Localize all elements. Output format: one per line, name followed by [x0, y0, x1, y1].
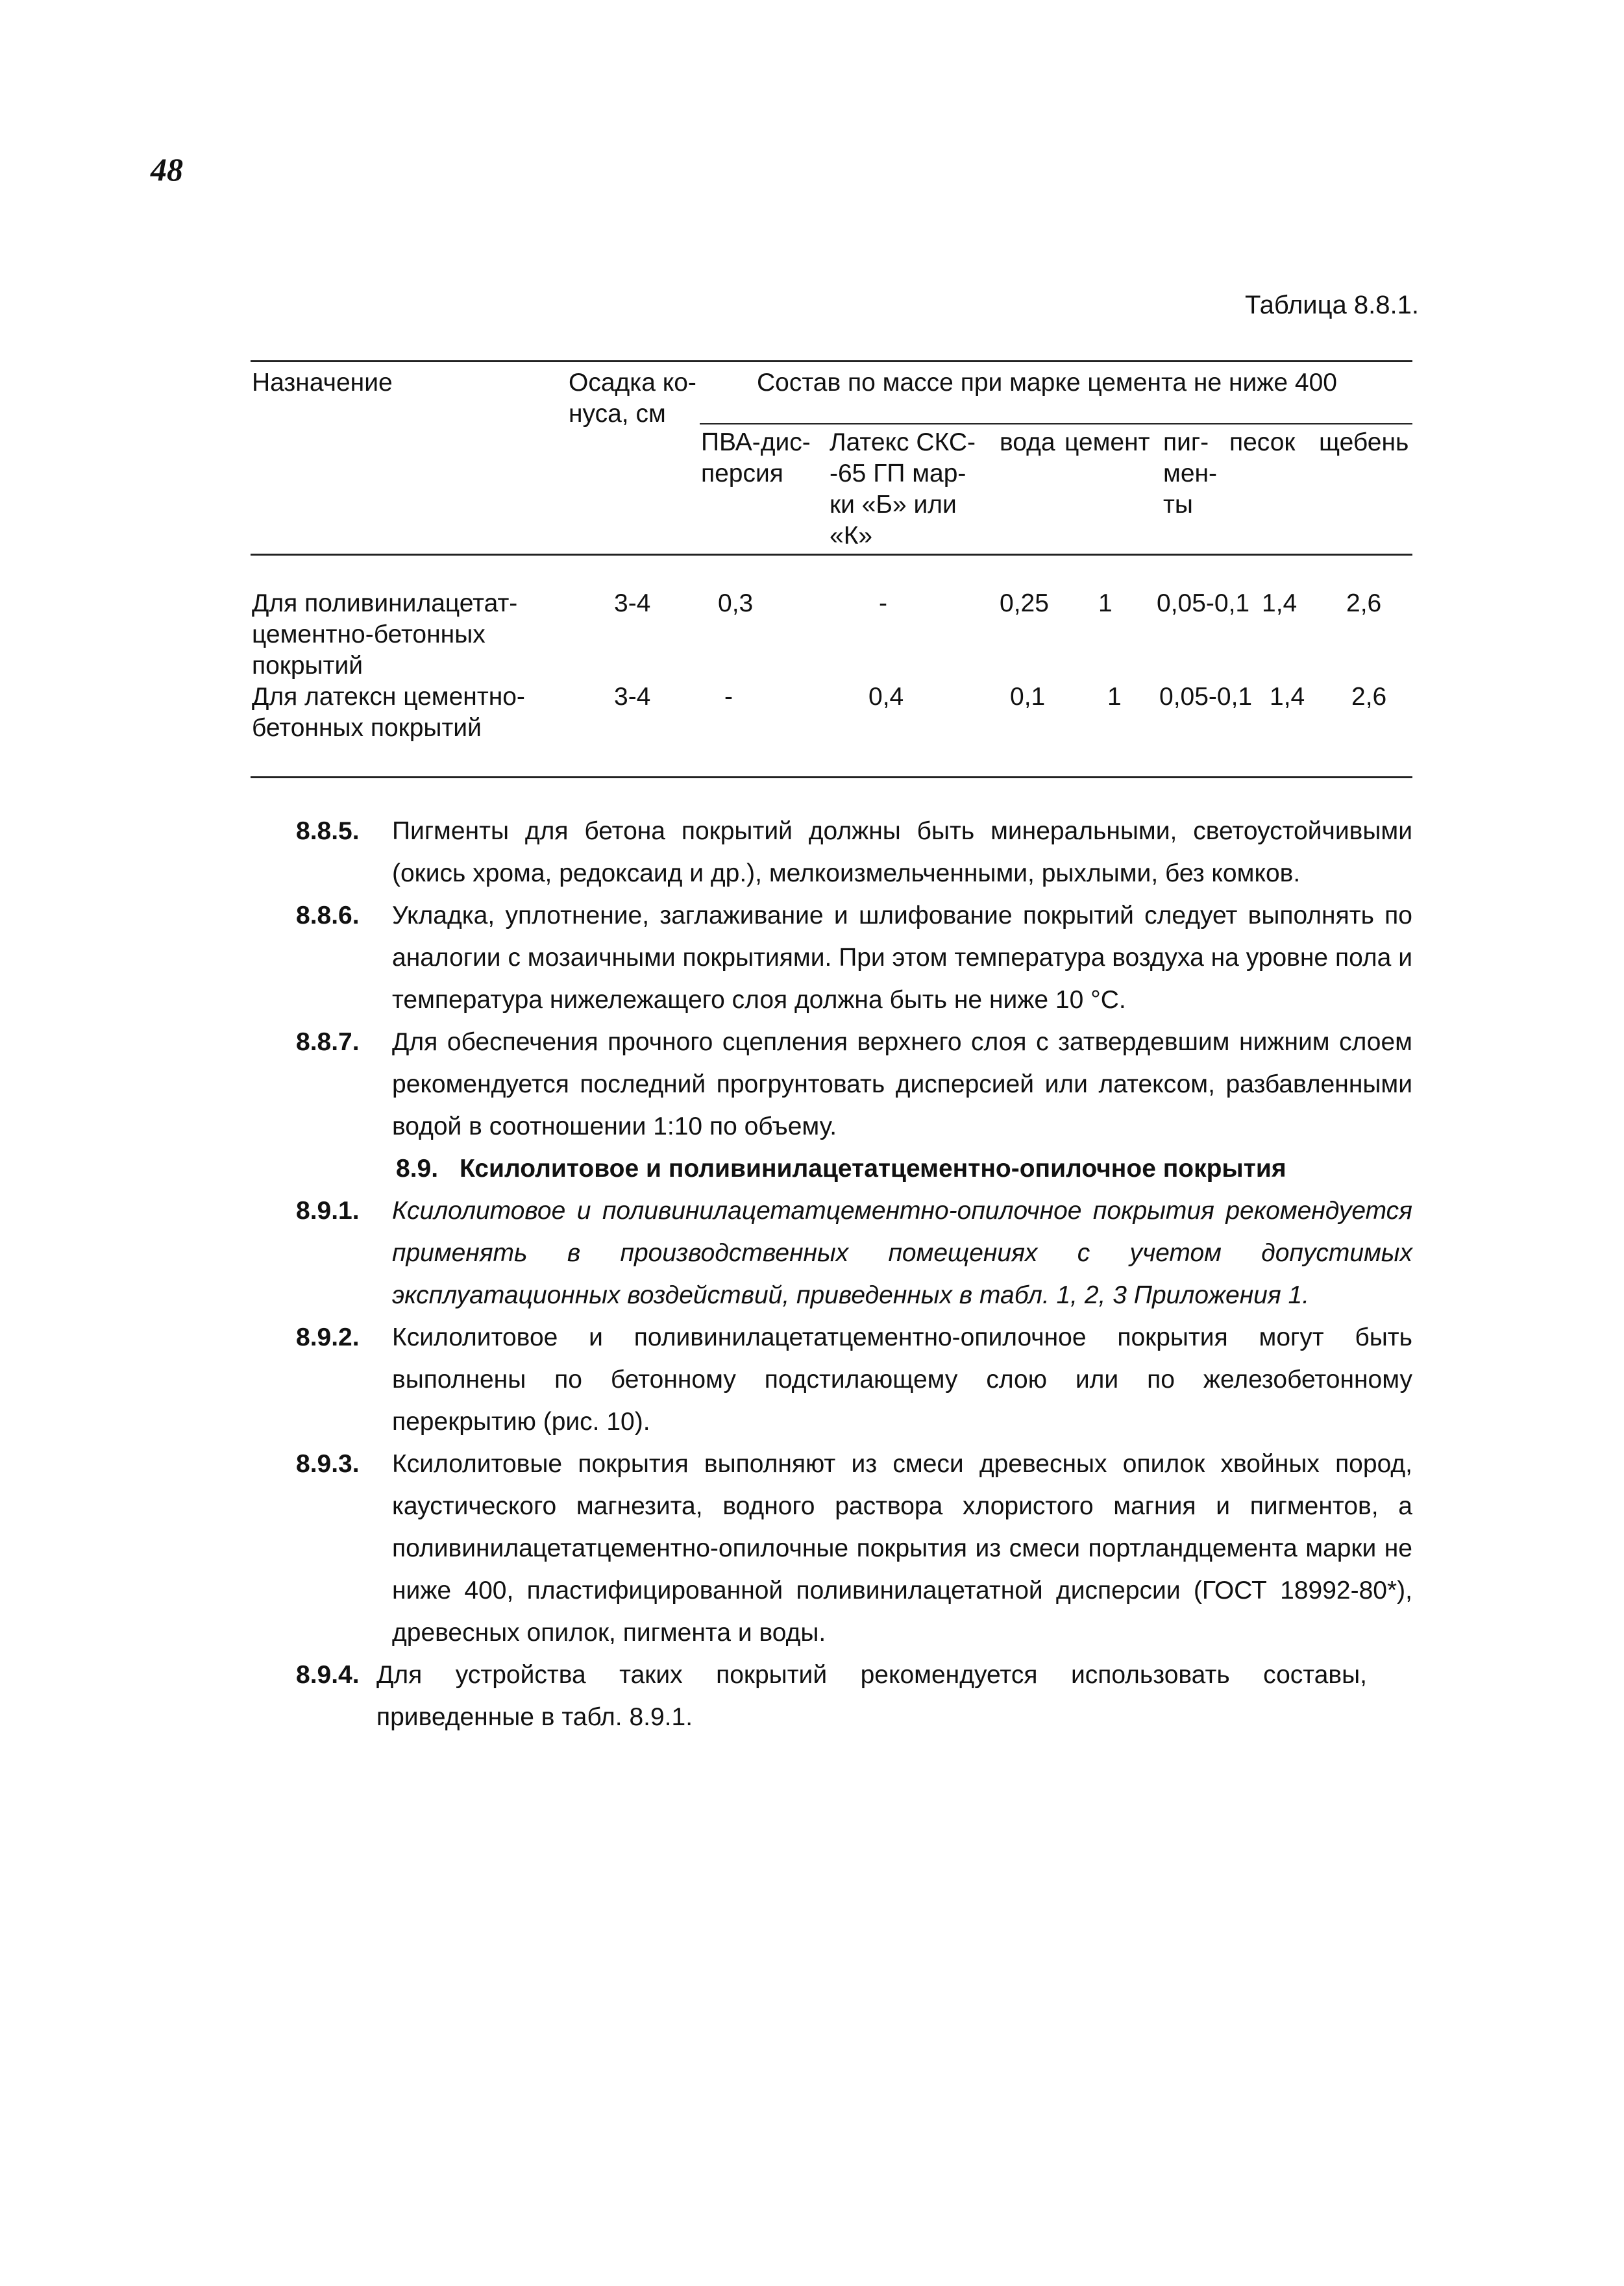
header-composition: Состав по массе при марке цемента не ниже 400 [757, 369, 1337, 397]
table-row-1-gravel: 2,6 [1346, 589, 1382, 617]
table-row-2-water: 0,1 [1010, 683, 1046, 711]
paragraph-number: 8.9.4. [296, 1661, 360, 1689]
paragraph-text: Для устройства таких покрытий рекомендуется использовать составы, приведенные в табл. 8.9.1. [376, 1661, 1367, 1731]
table-row-2-gravel: 2,6 [1351, 683, 1387, 711]
table-row-2-pva: - [724, 683, 733, 711]
paragraph-number: 8.9.1. [296, 1197, 360, 1225]
paragraph-text: Пигменты для бетона покрытий должны быть минеральными, светоустойчивыми (окись хрома, редоксаид и др.), мелкоизмельченными, рыхлыми, без комков. [392, 817, 1412, 887]
paragraph-text: Ксилолитовые покрытия выполняют из смеси древесных опилок хвойных пород, каустического магнезита, водного раствора хлористого магния и пигментов, а поливинилацетатцементно-опилочные покрытия из смеси портландцемента марки не ниже 400, пластифицированной поливинилацетатной дисперсии (ГОСТ 18992-80*), древесных опилок, пигмента и воды. [392, 1450, 1412, 1647]
paragraph-text: Для обеспечения прочного сцепления верхнего слоя с затвердевшим нижним слоем рекомендуется последний прогрунтовать дисперсией или латексом, разбавленными водой в соотношении 1:10 по объему. [392, 1028, 1412, 1140]
paragraph-8-9-4 [296, 1654, 1412, 1738]
table-row-1-latex: - [879, 589, 887, 617]
table-row-1-purpose: Для поливинилацетат- цементно-бетонных покрытий [252, 589, 518, 680]
paragraph-number: 8.8.7. [296, 1028, 360, 1056]
body-text [296, 810, 1412, 1738]
table-top-rule [251, 360, 1412, 362]
header-gravel: щебень [1319, 428, 1409, 456]
paragraph-8-8-6 [296, 894, 1412, 1021]
header-pva: ПВА-дис- персия [701, 428, 811, 487]
table-row-1-sand: 1,4 [1262, 589, 1298, 617]
paragraph-number: 8.8.6. [296, 902, 360, 929]
table-row-2-latex: 0,4 [868, 683, 904, 711]
paragraph-8-8-7 [296, 1021, 1412, 1148]
table-caption: Таблица 8.8.1. [1244, 291, 1419, 319]
table-header-rule [251, 554, 1412, 556]
paragraph-text: Укладка, уплотнение, заглаживание и шлифование покрытий следует выполнять по аналогии с мозаичными покрытиями. При этом температура воздуха на уровне пола и температура нижележащего слоя должна быть не ниже 10 °С. [392, 902, 1412, 1014]
table-row-1-pva: 0,3 [718, 589, 754, 617]
header-slump: Осадка ко- нуса, см [569, 369, 696, 428]
table-subheader-rule [700, 423, 1412, 424]
table-row-2-purpose: Для латексн цементно- бетонных покрытий [252, 683, 525, 742]
table-row-2-sand: 1,4 [1270, 683, 1305, 711]
paragraph-8-9-2 [296, 1316, 1412, 1443]
paragraph-text: Ксилолитовое и поливинилацетатцементно-опилочное покрытия могут быть выполнены по бетонному подстилающему слою или по железобетонному перекрытию (рис. 10). [392, 1323, 1412, 1436]
paragraph-number: 8.9.2. [296, 1323, 360, 1351]
paragraph-8-9-1 [296, 1190, 1412, 1316]
table-row-1-slump: 3-4 [614, 589, 651, 617]
section-heading [296, 1148, 1412, 1190]
table-row-1-cement: 1 [1098, 589, 1113, 617]
table-row-2-slump: 3-4 [614, 683, 651, 711]
page-number: 48 [151, 151, 183, 188]
section-number: 8.9. [396, 1155, 439, 1183]
paragraph-text: Ксилолитовое и поливинилацетатцементно-опилочное покрытия рекомендуется применять в производственных помещениях с учетом допустимых эксплуатационных воздействий, приведенных в табл. 1, 2, 3 Приложения 1. [392, 1197, 1412, 1309]
table-row-2-pigments: 0,05-0,1 [1159, 683, 1253, 711]
header-purpose: Назначение [252, 369, 393, 397]
header-latex: Латекс СКС- -65 ГП мар- ки «Б» или «К» [830, 428, 976, 550]
paragraph-8-9-3 [296, 1443, 1412, 1654]
section-title: Ксилолитовое и поливинилацетатцементно-опилочное покрытия [460, 1155, 1286, 1183]
table-bottom-rule [251, 776, 1412, 778]
header-water: вода [1000, 428, 1055, 456]
header-cement: цемент [1064, 428, 1150, 456]
header-sand: песок [1229, 428, 1296, 456]
paragraph-number: 8.9.3. [296, 1450, 360, 1478]
table-row-1-water: 0,25 [1000, 589, 1049, 617]
table-row-1-pigments: 0,05-0,1 [1157, 589, 1250, 617]
header-pigments: пиг- мен- ты [1163, 428, 1218, 519]
paragraph-8-8-5 [296, 810, 1412, 894]
table-row-2-cement: 1 [1107, 683, 1122, 711]
paragraph-number: 8.8.5. [296, 817, 360, 845]
